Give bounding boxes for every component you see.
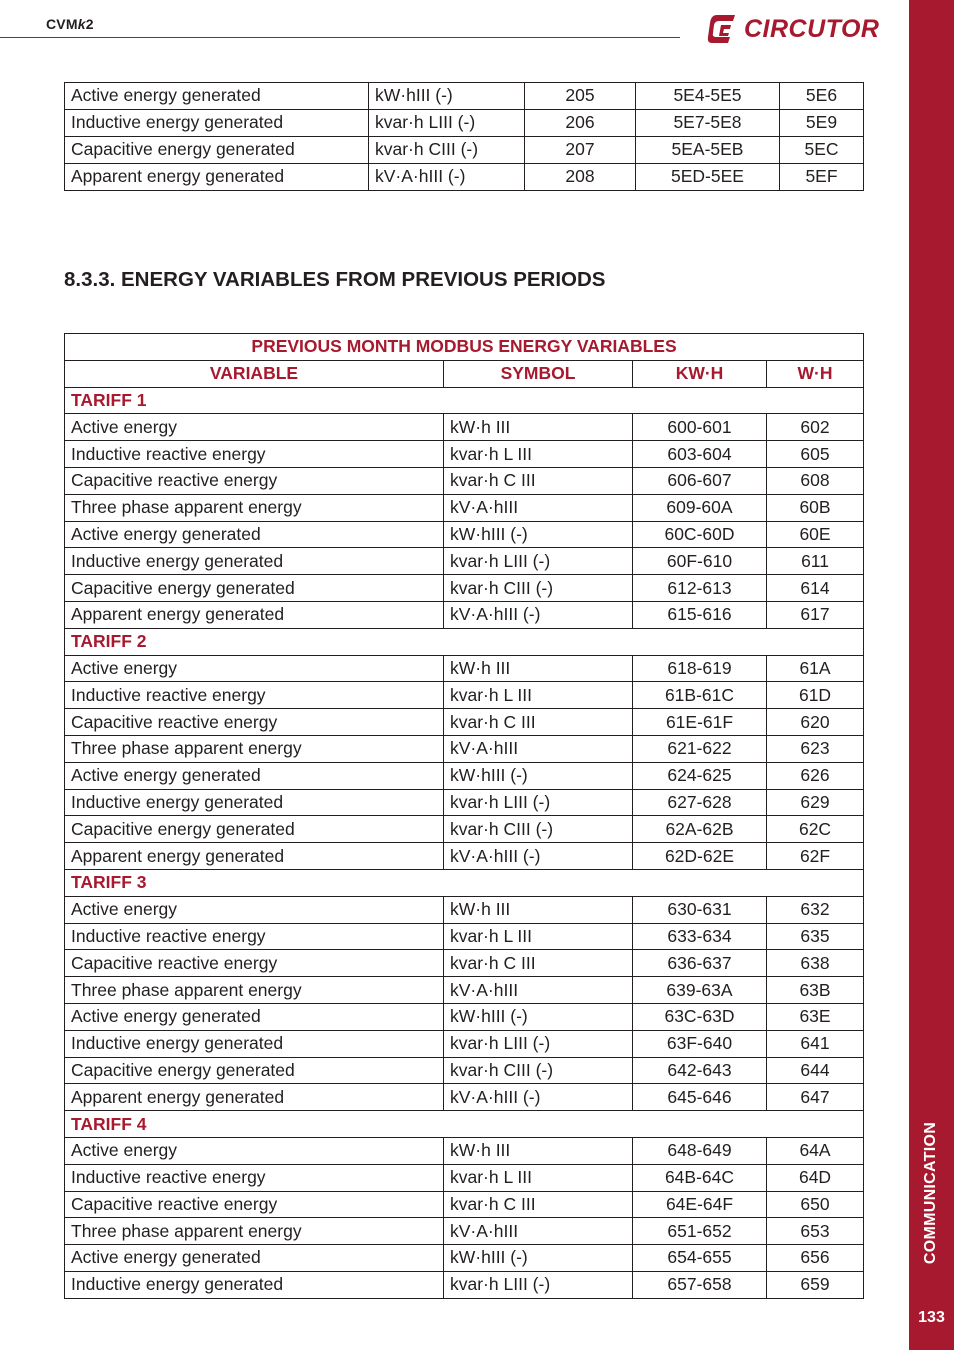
- kwh-cell: 606-607: [633, 467, 767, 494]
- symbol-cell: kV·A·hIII: [444, 977, 633, 1004]
- table-row: [65, 575, 864, 602]
- variable-cell: Capacitive energy generated: [65, 816, 444, 843]
- table-banner: PREVIOUS MONTH MODBUS ENERGY VARIABLES: [65, 334, 864, 361]
- wh-cell: 64A: [767, 1137, 864, 1164]
- column-header-symbol: SYMBOL: [444, 360, 633, 387]
- wh-cell: 650: [767, 1191, 864, 1218]
- variable-cell: Active energy generated: [65, 1003, 444, 1030]
- symbol-cell: kvar·h L III: [444, 923, 633, 950]
- variable-cell: Inductive reactive energy: [65, 441, 444, 468]
- variable-cell: Apparent energy generated: [65, 843, 444, 870]
- table-row: [65, 1218, 864, 1245]
- kwh-cell: 645-646: [633, 1084, 767, 1111]
- table-row: [65, 441, 864, 468]
- symbol-cell: kvar·h LIII (-): [369, 109, 525, 136]
- wh-cell: 5EF: [780, 163, 864, 190]
- brand-logo: [706, 12, 879, 46]
- table-row: [65, 896, 864, 923]
- table-banner-row: [65, 334, 864, 361]
- address-cell: 208: [525, 163, 636, 190]
- kwh-cell: 657-658: [633, 1271, 767, 1298]
- kwh-cell: 61B-61C: [633, 682, 767, 709]
- symbol-cell: kvar·h C III: [444, 1191, 633, 1218]
- kwh-cell: 624-625: [633, 762, 767, 789]
- variable-cell: Active energy: [65, 1137, 444, 1164]
- variable-cell: Apparent energy generated: [65, 163, 369, 190]
- variable-cell: Capacitive energy generated: [65, 575, 444, 602]
- variable-cell: Active energy generated: [65, 521, 444, 548]
- wh-cell: 5EC: [780, 136, 864, 163]
- symbol-cell: kW·h III: [444, 1137, 633, 1164]
- kwh-cell: 5E4-5E5: [636, 83, 780, 110]
- address-cell: 205: [525, 83, 636, 110]
- wh-cell: 653: [767, 1218, 864, 1245]
- variable-cell: Apparent energy generated: [65, 601, 444, 628]
- table-row: [65, 1137, 864, 1164]
- symbol-cell: kW·hIII (-): [444, 1003, 633, 1030]
- wh-cell: 64D: [767, 1164, 864, 1191]
- column-header-variable: VARIABLE: [65, 360, 444, 387]
- variable-cell: Capacitive reactive energy: [65, 950, 444, 977]
- symbol-cell: kW·h III: [444, 896, 633, 923]
- page-number: 133: [918, 1309, 945, 1326]
- kwh-cell: 633-634: [633, 923, 767, 950]
- header-rule: [0, 37, 680, 38]
- wh-cell: 623: [767, 735, 864, 762]
- wh-cell: 62C: [767, 816, 864, 843]
- wh-cell: 644: [767, 1057, 864, 1084]
- symbol-cell: kV·A·hIII: [444, 735, 633, 762]
- kwh-cell: 62D-62E: [633, 843, 767, 870]
- previous-month-energy-table: [64, 333, 864, 1299]
- symbol-cell: kV·A·hIII: [444, 494, 633, 521]
- symbol-cell: kV·A·hIII (-): [369, 163, 525, 190]
- wh-cell: 641: [767, 1030, 864, 1057]
- variable-cell: Three phase apparent energy: [65, 494, 444, 521]
- chapter-label: COMMUNICATION: [922, 1121, 939, 1265]
- symbol-cell: kvar·h CIII (-): [369, 136, 525, 163]
- table-row: [65, 601, 864, 628]
- table-row: [65, 709, 864, 736]
- wh-cell: 605: [767, 441, 864, 468]
- table-row: [65, 789, 864, 816]
- kwh-cell: 64B-64C: [633, 1164, 767, 1191]
- table-row: [65, 843, 864, 870]
- wh-cell: 60B: [767, 494, 864, 521]
- symbol-cell: kvar·h C III: [444, 467, 633, 494]
- wh-cell: 61D: [767, 682, 864, 709]
- kwh-cell: 60C-60D: [633, 521, 767, 548]
- wh-cell: 602: [767, 414, 864, 441]
- kwh-cell: 618-619: [633, 655, 767, 682]
- variable-cell: Capacitive energy generated: [65, 136, 369, 163]
- model-prefix: CVM: [46, 16, 78, 32]
- wh-cell: 659: [767, 1271, 864, 1298]
- table-row: [65, 977, 864, 1004]
- wh-cell: 626: [767, 762, 864, 789]
- table-row: [65, 923, 864, 950]
- variable-cell: Active energy: [65, 655, 444, 682]
- variable-cell: Inductive reactive energy: [65, 682, 444, 709]
- variable-cell: Active energy: [65, 414, 444, 441]
- kwh-cell: 615-616: [633, 601, 767, 628]
- kwh-cell: 636-637: [633, 950, 767, 977]
- symbol-cell: kvar·h CIII (-): [444, 575, 633, 602]
- wh-cell: 620: [767, 709, 864, 736]
- variable-cell: Capacitive energy generated: [65, 1057, 444, 1084]
- kwh-cell: 651-652: [633, 1218, 767, 1245]
- circutor-logo-icon: [706, 12, 740, 46]
- column-header-row: [65, 360, 864, 387]
- kwh-cell: 5E7-5E8: [636, 109, 780, 136]
- symbol-cell: kvar·h CIII (-): [444, 1057, 633, 1084]
- kwh-cell: 642-643: [633, 1057, 767, 1084]
- kwh-cell: 603-604: [633, 441, 767, 468]
- symbol-cell: kW·hIII (-): [444, 1245, 633, 1272]
- wh-cell: 632: [767, 896, 864, 923]
- symbol-cell: kvar·h LIII (-): [444, 1030, 633, 1057]
- table-row: [65, 1003, 864, 1030]
- symbol-cell: kW·hIII (-): [369, 83, 525, 110]
- kwh-cell: 621-622: [633, 735, 767, 762]
- wh-cell: 635: [767, 923, 864, 950]
- table-row: [65, 521, 864, 548]
- tariff-header-row: [65, 869, 864, 896]
- variable-cell: Three phase apparent energy: [65, 977, 444, 1004]
- variable-cell: Capacitive reactive energy: [65, 467, 444, 494]
- tariff-title: TARIFF 1: [65, 387, 864, 414]
- section-title: 8.3.3. ENERGY VARIABLES FROM PREVIOUS PERIODS: [64, 268, 606, 291]
- table-row: [65, 1191, 864, 1218]
- table-row: [65, 163, 864, 190]
- variable-cell: Active energy: [65, 896, 444, 923]
- table-row: [65, 136, 864, 163]
- symbol-cell: kvar·h L III: [444, 682, 633, 709]
- table-row: [65, 816, 864, 843]
- variable-cell: Capacitive reactive energy: [65, 1191, 444, 1218]
- wh-cell: 614: [767, 575, 864, 602]
- table-row: [65, 414, 864, 441]
- variable-cell: Inductive energy generated: [65, 109, 369, 136]
- brand-name: CIRCUTOR: [744, 15, 880, 43]
- kwh-cell: 62A-62B: [633, 816, 767, 843]
- table-row: [65, 1164, 864, 1191]
- column-header-wh: W·H: [767, 360, 864, 387]
- variable-cell: Inductive energy generated: [65, 1030, 444, 1057]
- address-cell: 207: [525, 136, 636, 163]
- tariff-title: TARIFF 2: [65, 628, 864, 655]
- kwh-cell: 654-655: [633, 1245, 767, 1272]
- table-row: [65, 1245, 864, 1272]
- table-row: [65, 494, 864, 521]
- address-cell: 206: [525, 109, 636, 136]
- tariff-header-row: [65, 628, 864, 655]
- wh-cell: 617: [767, 601, 864, 628]
- wh-cell: 60E: [767, 521, 864, 548]
- symbol-cell: kvar·h LIII (-): [444, 1271, 633, 1298]
- tariff-title: TARIFF 4: [65, 1111, 864, 1138]
- symbol-cell: kvar·h C III: [444, 950, 633, 977]
- symbol-cell: kvar·h L III: [444, 1164, 633, 1191]
- variable-cell: Apparent energy generated: [65, 1084, 444, 1111]
- table-row: [65, 109, 864, 136]
- symbol-cell: kvar·h C III: [444, 709, 633, 736]
- wh-cell: 63B: [767, 977, 864, 1004]
- wh-cell: 629: [767, 789, 864, 816]
- symbol-cell: kvar·h LIII (-): [444, 548, 633, 575]
- table-row: [65, 735, 864, 762]
- variable-cell: Active energy generated: [65, 83, 369, 110]
- table-row: [65, 655, 864, 682]
- table-row: [65, 467, 864, 494]
- wh-cell: 5E9: [780, 109, 864, 136]
- symbol-cell: kW·hIII (-): [444, 521, 633, 548]
- wh-cell: 63E: [767, 1003, 864, 1030]
- table-row: [65, 83, 864, 110]
- table-row: [65, 1030, 864, 1057]
- wh-cell: 61A: [767, 655, 864, 682]
- symbol-cell: kvar·h L III: [444, 441, 633, 468]
- energy-generated-table-body: [65, 83, 864, 191]
- table-row: [65, 1084, 864, 1111]
- document-model-name: [46, 16, 94, 32]
- energy-generated-table: [64, 82, 864, 191]
- variable-cell: Three phase apparent energy: [65, 735, 444, 762]
- symbol-cell: kW·h III: [444, 414, 633, 441]
- wh-cell: 647: [767, 1084, 864, 1111]
- wh-cell: 638: [767, 950, 864, 977]
- variable-cell: Three phase apparent energy: [65, 1218, 444, 1245]
- symbol-cell: kW·hIII (-): [444, 762, 633, 789]
- wh-cell: 608: [767, 467, 864, 494]
- table-row: [65, 682, 864, 709]
- wh-cell: 62F: [767, 843, 864, 870]
- kwh-cell: 639-63A: [633, 977, 767, 1004]
- kwh-cell: 600-601: [633, 414, 767, 441]
- wh-cell: 656: [767, 1245, 864, 1272]
- kwh-cell: 609-60A: [633, 494, 767, 521]
- symbol-cell: kV·A·hIII (-): [444, 1084, 633, 1111]
- table-row: [65, 762, 864, 789]
- kwh-cell: 63C-63D: [633, 1003, 767, 1030]
- tariff-header-row: [65, 387, 864, 414]
- variable-cell: Capacitive reactive energy: [65, 709, 444, 736]
- symbol-cell: kW·h III: [444, 655, 633, 682]
- tariff-header-row: [65, 1111, 864, 1138]
- variable-cell: Active energy generated: [65, 762, 444, 789]
- symbol-cell: kvar·h CIII (-): [444, 816, 633, 843]
- table-row: [65, 950, 864, 977]
- symbol-cell: kV·A·hIII (-): [444, 843, 633, 870]
- previous-month-energy-table-body: [65, 334, 864, 1299]
- table-row: [65, 1271, 864, 1298]
- variable-cell: Active energy generated: [65, 1245, 444, 1272]
- kwh-cell: 627-628: [633, 789, 767, 816]
- variable-cell: Inductive energy generated: [65, 1271, 444, 1298]
- kwh-cell: 5ED-5EE: [636, 163, 780, 190]
- kwh-cell: 61E-61F: [633, 709, 767, 736]
- table-row: [65, 548, 864, 575]
- model-k: k: [77, 16, 86, 32]
- symbol-cell: kV·A·hIII (-): [444, 601, 633, 628]
- kwh-cell: 648-649: [633, 1137, 767, 1164]
- model-suffix: 2: [85, 16, 94, 32]
- kwh-cell: 5EA-5EB: [636, 136, 780, 163]
- kwh-cell: 60F-610: [633, 548, 767, 575]
- table-row: [65, 1057, 864, 1084]
- wh-cell: 611: [767, 548, 864, 575]
- variable-cell: Inductive energy generated: [65, 548, 444, 575]
- tariff-title: TARIFF 3: [65, 869, 864, 896]
- symbol-cell: kV·A·hIII: [444, 1218, 633, 1245]
- symbol-cell: kvar·h LIII (-): [444, 789, 633, 816]
- variable-cell: Inductive reactive energy: [65, 1164, 444, 1191]
- kwh-cell: 64E-64F: [633, 1191, 767, 1218]
- variable-cell: Inductive reactive energy: [65, 923, 444, 950]
- variable-cell: Inductive energy generated: [65, 789, 444, 816]
- kwh-cell: 630-631: [633, 896, 767, 923]
- wh-cell: 5E6: [780, 83, 864, 110]
- column-header-kwh: KW·H: [633, 360, 767, 387]
- kwh-cell: 612-613: [633, 575, 767, 602]
- kwh-cell: 63F-640: [633, 1030, 767, 1057]
